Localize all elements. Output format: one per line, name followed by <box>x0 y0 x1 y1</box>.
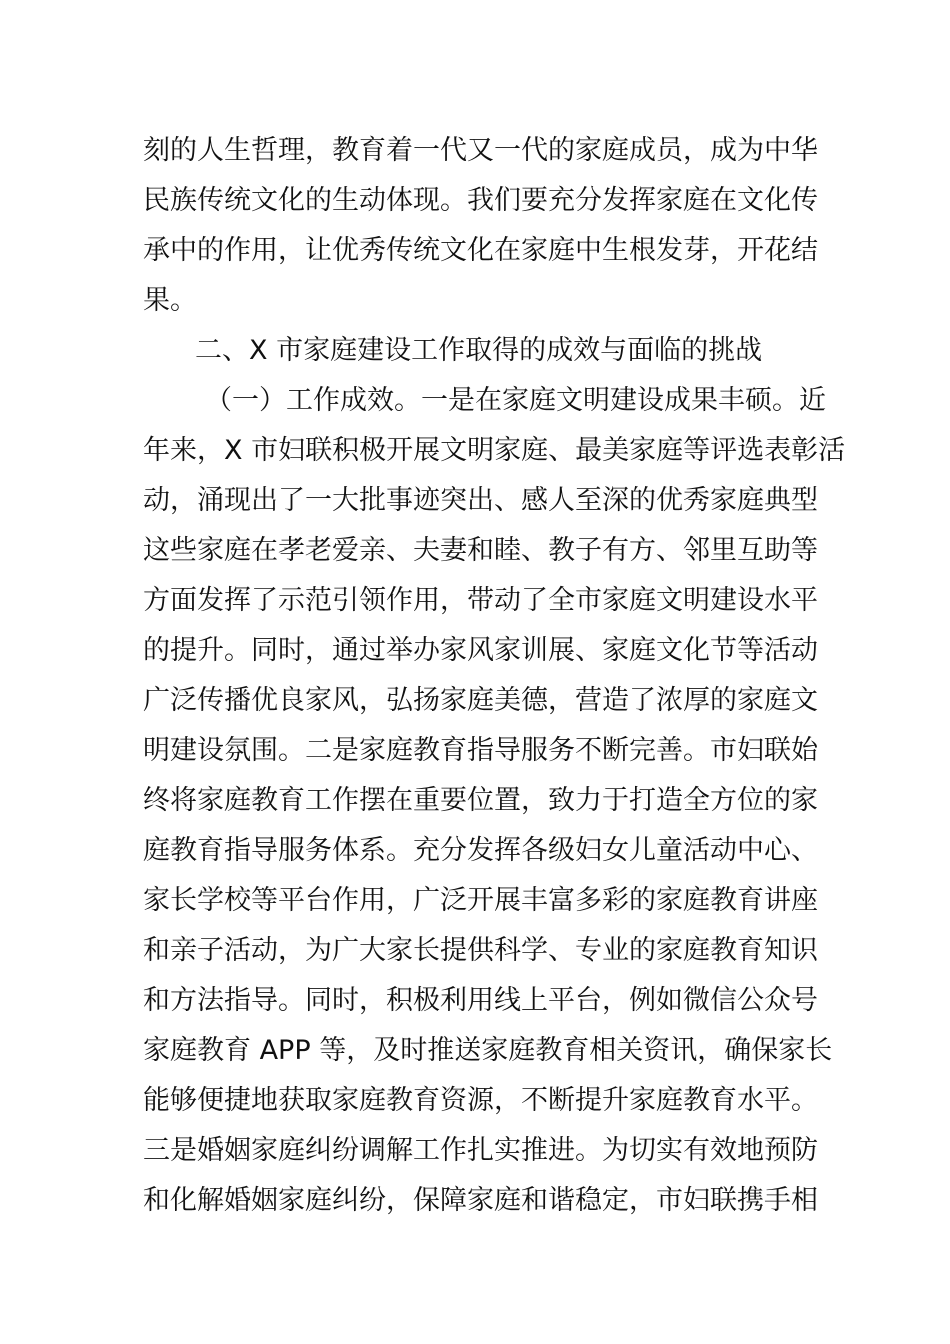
paragraph-line: 能够便捷地获取家庭教育资源，不断提升家庭教育水平。 <box>143 1085 818 1116</box>
paragraph-line: 方面发挥了示范引领作用，带动了全市家庭文明建设水平 <box>143 585 818 616</box>
paragraph-line: 的提升。同时，通过举办家风家训展、家庭文化节等活动 <box>143 635 818 666</box>
paragraph-line: 终将家庭教育工作摆在重要位置，致力于打造全方位的家 <box>143 785 818 816</box>
paragraph-line: 年来，X 市妇联积极开展文明家庭、最美家庭等评选表彰活 <box>143 435 846 466</box>
paragraph-line: 和化解婚姻家庭纠纷，保障家庭和谐稳定，市妇联携手相 <box>143 1185 818 1216</box>
paragraph-line: 和方法指导。同时，积极利用线上平台，例如微信公众号 <box>143 985 818 1016</box>
paragraph-line: 承中的作用，让优秀传统文化在家庭中生根发芽，开花结 <box>143 235 818 266</box>
paragraph-line: 广泛传播优良家风，弘扬家庭美德，营造了浓厚的家庭文 <box>143 685 818 716</box>
paragraph-line: 明建设氛围。二是家庭教育指导服务不断完善。市妇联始 <box>143 735 818 766</box>
section-heading: 二、X 市家庭建设工作取得的成效与面临的挑战 <box>195 335 763 366</box>
paragraph-line: 家长学校等平台作用，广泛开展丰富多彩的家庭教育讲座 <box>143 885 818 916</box>
paragraph-line: 家庭教育 APP 等，及时推送家庭教育相关资讯，确保家长 <box>143 1035 833 1066</box>
paragraph-line: 动，涌现出了一大批事迹突出、感人至深的优秀家庭典型 <box>143 485 818 516</box>
paragraph-line: 三是婚姻家庭纠纷调解工作扎实推进。为切实有效地预防 <box>143 1135 818 1166</box>
paragraph-line: 和亲子活动，为广大家长提供科学、专业的家庭教育知识 <box>143 935 818 966</box>
paragraph-line: 果。 <box>143 285 197 316</box>
body-text <box>143 126 846 1226</box>
paragraph-line: 庭教育指导服务体系。充分发挥各级妇女儿童活动中心、 <box>143 835 818 866</box>
paragraph-line: 刻的人生哲理，教育着一代又一代的家庭成员，成为中华 <box>143 135 818 166</box>
paragraph-line: 民族传统文化的生动体现。我们要充分发挥家庭在文化传 <box>143 185 818 216</box>
paragraph-line: 这些家庭在孝老爱亲、夫妻和睦、教子有方、邻里互助等 <box>143 535 818 566</box>
subsection-first-line: （一）工作成效。一是在家庭文明建设成果丰硕。近 <box>205 385 826 416</box>
